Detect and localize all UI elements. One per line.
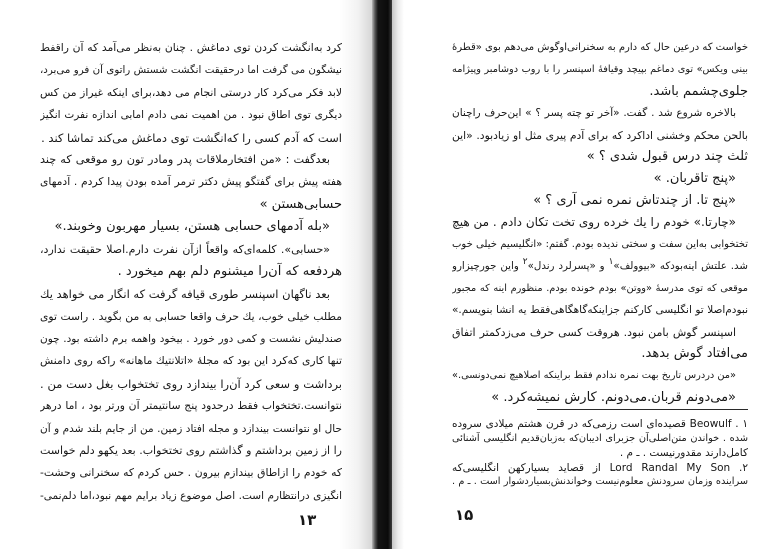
text-line: تختخوابی به‌این سفت و سختی ندیده بودم. گفتم: «انگلیسیم خیلی خوب bbox=[452, 239, 748, 251]
page-number: ۱۳ bbox=[298, 511, 317, 529]
footnotes bbox=[452, 417, 748, 490]
text-line: «پنج تا. از چندتاش نمره نمی آری ؟ » bbox=[533, 193, 736, 209]
text-line: لابد فکر می‌کرد کار درستی انجام می دهد،برای اینکه غیراز من کس bbox=[40, 85, 342, 99]
footnote-reference: ۲ bbox=[522, 256, 528, 267]
text-line: خواست که درعین حال که دارم به سخنرانی‌اوگوش می‌دهم بوی «قطرهٔ bbox=[452, 42, 748, 53]
text-line: را از زمین برداشتم و گذاشتم روی تختخواب. بعد یکهو دلم خواست bbox=[40, 444, 342, 458]
text-line: «می‌دونم قربان.می‌دونم. کارش نمیشه‌کرد. » bbox=[491, 390, 736, 406]
text-line: موقعی که توی مدرسهٔ «ووتن» بودم خونده بودم. منظورم اینه که مجبور bbox=[452, 282, 748, 294]
text-segment: واین جورچیزارو bbox=[452, 259, 519, 272]
text-line: است که آدم کسی را که‌انگشت توی دماغش می‌کند تماشا کند . bbox=[41, 130, 342, 145]
text-line: «حسابی». کلمه‌ای‌که واقعاً ازآن نفرت دارم.اصلا حقیقت ندارد، bbox=[40, 242, 330, 256]
text-line: بالاخره شروع شد . گفت. «آخر تو چته پسر ؟ » این‌حرف راچنان bbox=[452, 106, 736, 119]
text-line: جلوی‌چشمم باشد. bbox=[649, 83, 748, 99]
text-segment: شد. علتش اینه‌بودکه «بیوولف» bbox=[613, 259, 748, 272]
text-line: انگیزی درانتظارم است. اصل موضوع زیاد برایم مهم نبود،اما دلم‌نمی- bbox=[40, 489, 342, 502]
left-page bbox=[0, 0, 372, 549]
text-line: «بله آدمهای حسابی هستن، بسیار مهربون وخوبند.» bbox=[54, 219, 330, 235]
footnote-line: ۲. Lord Randal My Son از قصاید بسیارکهن انگلیسی‌که bbox=[452, 461, 748, 474]
text-line: حال او نتوانست بیندازد و مجله افتاد زمین. من از جایم بلند شدم و آن bbox=[40, 422, 342, 435]
text-line: تنها کاری که‌کرد این بود که مجلهٔ «اتلانتیك ماهانه» راکه روی دامنش bbox=[40, 354, 342, 368]
text-line: مطلب خیلی خوب، یك حرف واقعا حسابی به من بگوید . راست توی bbox=[40, 309, 342, 323]
text-line: که خودم را ازاطاق بیندازم بیرون . حس کردم که سخنرانی وحشت- bbox=[40, 466, 342, 480]
text-line: بالحن محکم وخشنی اداکرد که برای آدم پیری مثل او زیادبود. «این bbox=[452, 128, 748, 142]
text-line: «پنج تاقربان. » bbox=[653, 171, 736, 187]
text-line: برداشت و سعی کرد آن‌را بیندازد روی تختخواب بغل دست من . bbox=[40, 376, 342, 391]
text-line: کرد به‌انگشت کردن توی دماغش . چنان به‌نظر می‌آمد که آن راقفط bbox=[40, 41, 342, 54]
footnote-separator bbox=[537, 409, 748, 410]
text-line: بینی ویکس» توی دماغم بپیچد وقیافهٔ اسپنسر را با روب دوشامبر وپیژامه bbox=[452, 63, 748, 75]
text-line: هفته پیش برای گفتگو پیش دکتر ترمر آمده بودن پیدا کردم . آدمهای bbox=[40, 175, 342, 189]
footnote-line: ۱ . Beowulf قصیده‌ای است رزمی‌که در قرن هشتم میلادی سروده bbox=[452, 418, 748, 430]
footnote-line: شده . خواندن متن‌اصلی‌آن جزبرای ادیبان‌که به‌زبان‌قدیم انگلیسی آشنائی bbox=[452, 432, 748, 444]
text-line: هردفعه که آن‌را میشنوم دلم بهم میخورد . bbox=[117, 263, 342, 279]
text-line: حسابی‌هستن » bbox=[259, 196, 342, 212]
text-line bbox=[452, 256, 748, 278]
text-line: «چارتا.» خودم را یك خرده روی تخت تکان دادم . من هیچ bbox=[452, 215, 736, 230]
text-line: نیشگون می گرفت اما درحقیقت انگشت شستش راتوی آن فرو می‌برد، bbox=[40, 64, 342, 77]
text-segment: و «پسرلرد رندل» bbox=[527, 259, 605, 272]
text-line: می‌افتاد گوش بدهد. bbox=[641, 346, 748, 362]
text-line: ثلث چند درس قبول شدی ؟ » bbox=[586, 149, 748, 165]
text-line: دیگری توی اطاق نبود . من اهمیت نمی دادم امابی اندازه نفرت انگیز bbox=[40, 109, 342, 122]
right-page-body bbox=[452, 37, 748, 409]
text-line: اسپنسر گوش بامن نبود. هروقت کسی حرف می‌زدکمتر اتفاق bbox=[452, 325, 736, 339]
right-page bbox=[392, 0, 768, 549]
text-line: نبودم‌اصلا تو انگلیسی کارکنم جزاینکه‌گاهگاهی‌فقط یه انشا بنویسم.» bbox=[452, 303, 748, 316]
footnote-line: سراینده وزمان سرودنش معلوم‌نیست وخواندنش‌بسیاردشوار است . ـ م . bbox=[452, 476, 748, 488]
text-line: «من دردرس تاریخ بهت نمره ندادم فقط براینکه اصلاهیچ نمی‌دونسی.» bbox=[452, 370, 736, 382]
book-gutter bbox=[372, 0, 392, 549]
text-line: نتوانست.تختخواب فقط درحدود پنج سانتیمتر آن ورتر بود ، اما درهر bbox=[40, 399, 342, 413]
text-line: بعدگفت : «من افتخارملاقات پدر ومادر تون رو موقعی که چند bbox=[40, 152, 330, 166]
text-line: بعد ناگهان اسپنسر طوری قیافه گرفت که انگار می خواهد یك bbox=[40, 287, 330, 302]
footnote-reference: ۱ bbox=[608, 256, 614, 267]
text-line: صندلیش نشست و کمی دور خورد . بیخود واهمه برم داشته بود. چون bbox=[40, 333, 342, 346]
left-page-body bbox=[40, 37, 342, 507]
page-number: ۱۵ bbox=[455, 506, 474, 524]
footnote-line: کامل‌دارند مقدورنیست . ـ م . bbox=[619, 447, 748, 460]
